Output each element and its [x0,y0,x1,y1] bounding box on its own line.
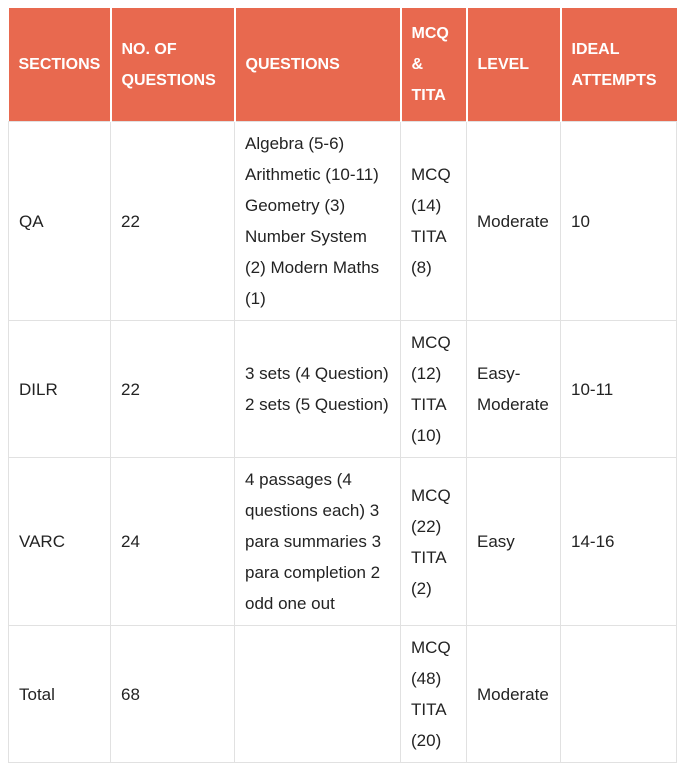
cell-level: Moderate [467,626,561,763]
row-dilr [9,321,677,458]
header-mcq-tita: MCQ & TITA [401,8,467,122]
cell-ideal-attempts [561,626,677,763]
cell-ideal-attempts: 14-16 [561,458,677,626]
cell-no-of-questions: 22 [111,122,235,321]
header-no-of-questions: NO. OF QUESTIONS [111,8,235,122]
cell-questions: Algebra (5-6) Arithmetic (10-11) Geometry (3) Number System (2) Modern Maths (1) [235,122,401,321]
cell-ideal-attempts: 10-11 [561,321,677,458]
cell-no-of-questions: 24 [111,458,235,626]
cell-mcq-tita: MCQ (14) TITA (8) [401,122,467,321]
row-varc [9,458,677,626]
cell-mcq-tita: MCQ (12) TITA (10) [401,321,467,458]
cell-mcq-tita: MCQ (22) TITA (2) [401,458,467,626]
header-ideal-attempts: IDEAL ATTEMPTS [561,8,677,122]
cell-mcq-tita: MCQ (48) TITA (20) [401,626,467,763]
cell-no-of-questions: 22 [111,321,235,458]
row-total [9,626,677,763]
cell-level: Easy-Moderate [467,321,561,458]
exam-pattern-table [8,8,677,763]
cell-section: DILR [9,321,111,458]
cell-ideal-attempts: 10 [561,122,677,321]
cell-level: Easy [467,458,561,626]
cell-questions: 4 passages (4 questions each) 3 para summaries 3 para completion 2 odd one out [235,458,401,626]
header-row [9,8,677,122]
cell-level: Moderate [467,122,561,321]
header-level: LEVEL [467,8,561,122]
row-qa [9,122,677,321]
cell-section: Total [9,626,111,763]
header-questions: QUESTIONS [235,8,401,122]
cell-questions: 3 sets (4 Question) 2 sets (5 Question) [235,321,401,458]
cell-no-of-questions: 68 [111,626,235,763]
cell-questions [235,626,401,763]
cell-section: QA [9,122,111,321]
header-sections: SECTIONS [9,8,111,122]
cell-section: VARC [9,458,111,626]
